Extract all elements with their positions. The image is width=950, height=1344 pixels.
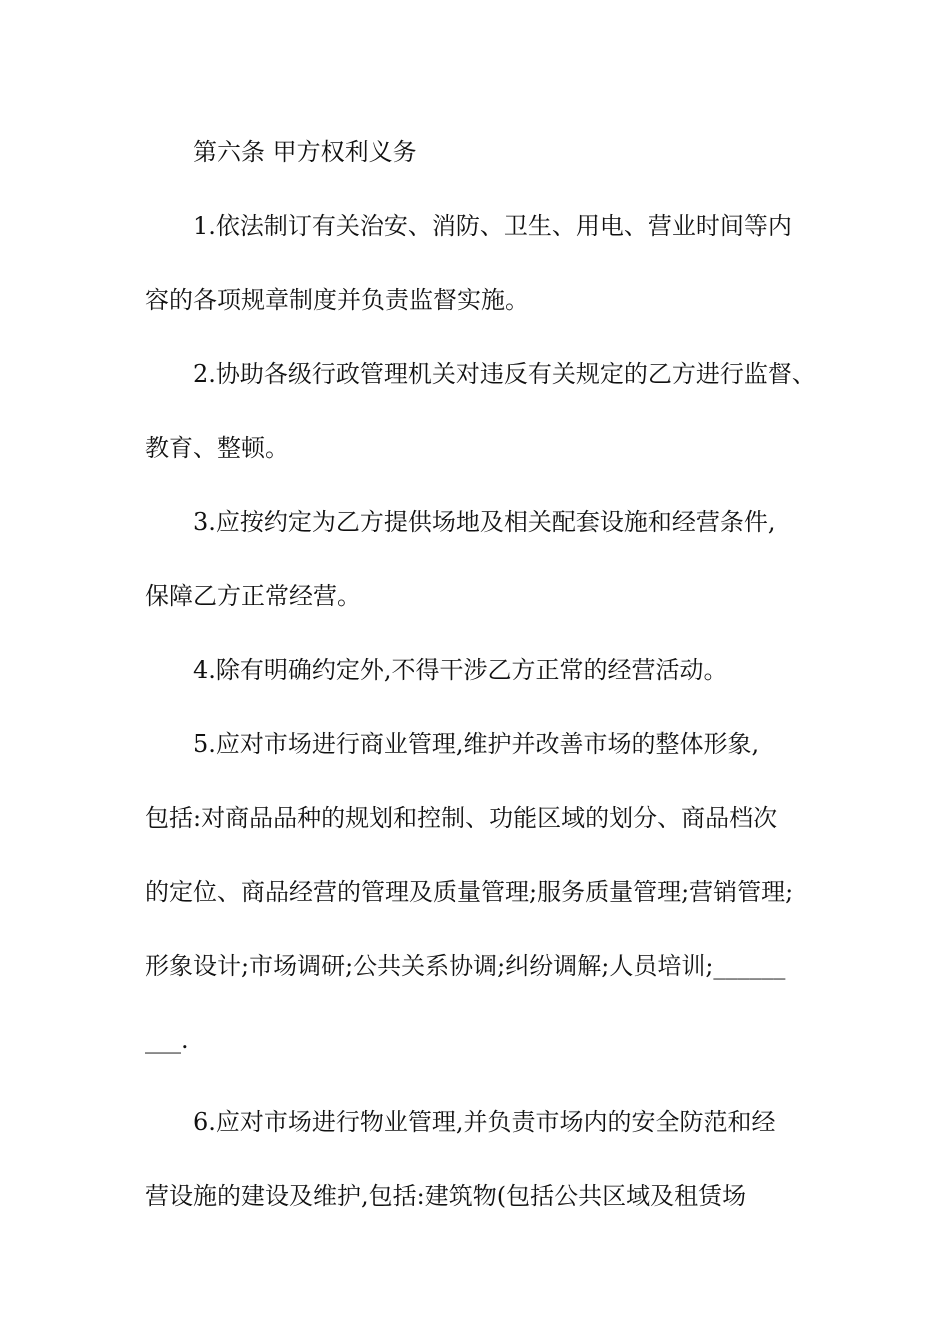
paragraph-line: 容的各项规章制度并负责监督实施。 <box>145 286 529 314</box>
paragraph-line: 2.协助各级行政管理机关对违反有关规定的乙方进行监督、 <box>193 360 816 388</box>
paragraph-line: 1.依法制订有关治安、消防、卫生、用电、营业时间等内 <box>193 212 792 240</box>
paragraph-line: 营设施的建设及维护,包括:建筑物(包括公共区域及租赁场 <box>145 1182 747 1210</box>
paragraph-line: ___. <box>145 1026 189 1054</box>
paragraph-line: 的定位、商品经营的管理及质量管理;服务质量管理;营销管理; <box>145 878 794 906</box>
paragraph-line: 4.除有明确约定外,不得干涉乙方正常的经营活动。 <box>193 656 728 684</box>
paragraph-line: 3.应按约定为乙方提供场地及相关配套设施和经营条件, <box>193 508 776 536</box>
paragraph-line: 包括:对商品品种的规划和控制、功能区域的划分、商品档次 <box>145 804 778 832</box>
paragraph-line: 形象设计;市场调研;公共关系协调;纠纷调解;人员培训;______ <box>145 952 786 980</box>
paragraph-line: 5.应对市场进行商业管理,维护并改善市场的整体形象, <box>193 730 760 758</box>
section-heading: 第六条 甲方权利义务 <box>193 138 417 166</box>
paragraph-line: 保障乙方正常经营。 <box>145 582 361 610</box>
paragraph-line: 教育、整顿。 <box>145 434 289 462</box>
paragraph-line: 6.应对市场进行物业管理,并负责市场内的安全防范和经 <box>193 1108 776 1136</box>
